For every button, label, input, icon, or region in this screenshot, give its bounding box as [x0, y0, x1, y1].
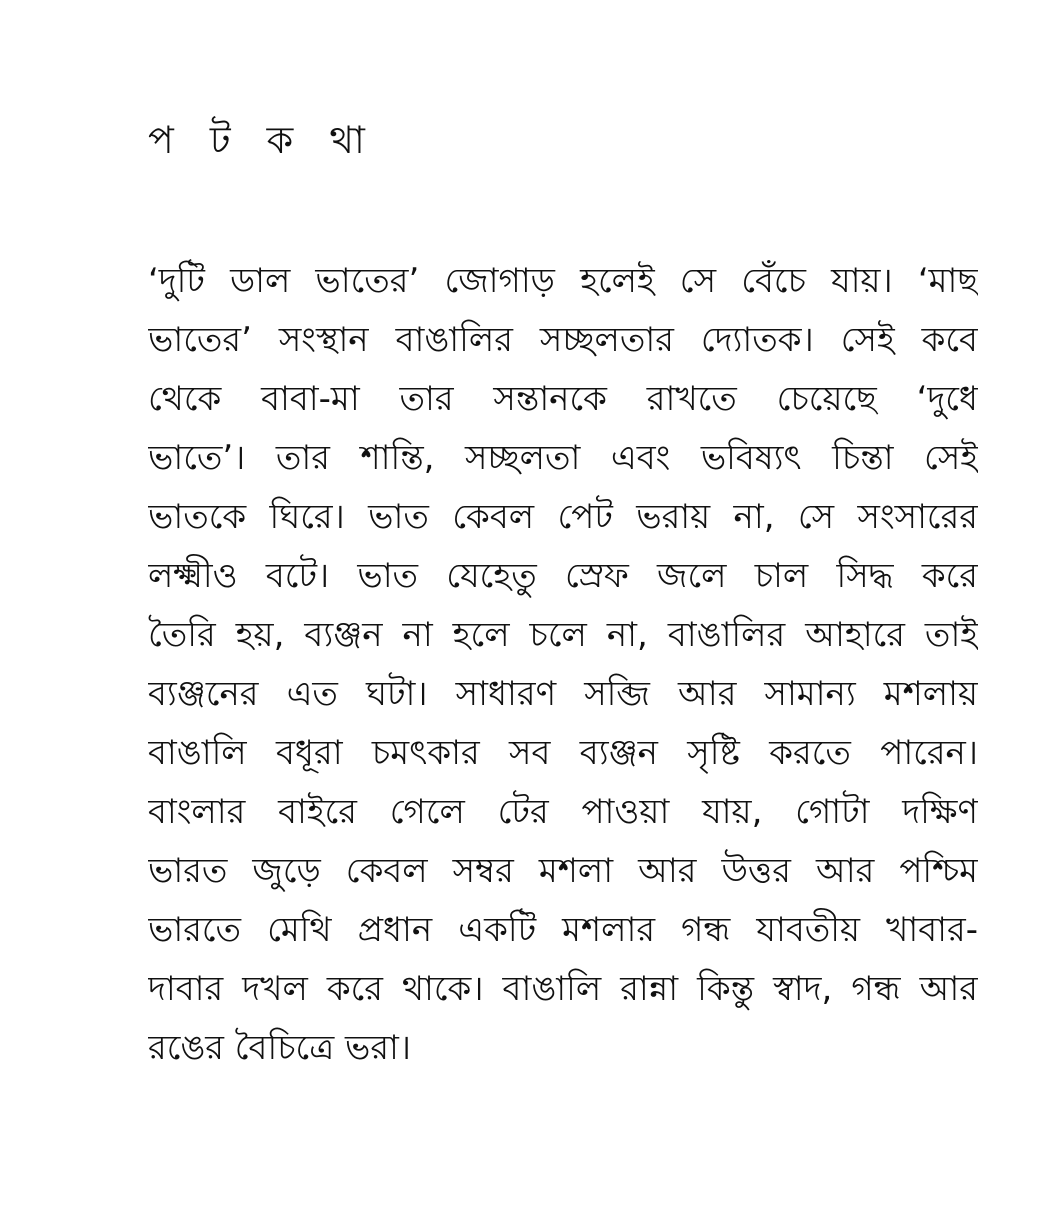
paragraph-line: ভাতকে ঘিরে। ভাত কেবল পেট ভরায় না, সে সংসারের: [148, 497, 978, 537]
paragraph-line: তৈরি হয়, ব্যঞ্জন না হলে চলে না, বাঙালির আহারে তাই: [148, 615, 978, 655]
paragraph-line: রঙের বৈচিত্রে ভরা।: [148, 1028, 412, 1068]
page-heading: প ট ক থা: [148, 118, 377, 162]
paragraph-line: ভারতে মেথি প্রধান একটি মশলার গন্ধ যাবতীয় খাবার-: [148, 910, 978, 950]
paragraph-line: ভারত জুড়ে কেবল সম্বর মশলা আর উত্তর আর পশ্চিম: [148, 851, 978, 891]
paragraph-line: ভাতের’ সংস্থান বাঙালির সচ্ছলতার দ্যোতক। সেই কবে: [148, 320, 978, 360]
paragraph-line: ‘দুটি ডাল ভাতের’ জোগাড় হলেই সে বেঁচে যায়। ‘মাছ: [148, 261, 978, 301]
paragraph: [148, 252, 978, 1078]
paragraph-line: বাংলার বাইরে গেলে টের পাওয়া যায়, গোটা দক্ষিণ: [148, 792, 978, 832]
paragraph-line: ব্যঞ্জনের এত ঘটা। সাধারণ সব্জি আর সামান্য মশলায়: [148, 674, 978, 714]
paragraph-line: লক্ষ্মীও বটে। ভাত যেহেতু স্রেফ জলে চাল সিদ্ধ করে: [148, 556, 978, 596]
paragraph-line: বাঙালি বধূরা চমৎকার সব ব্যঞ্জন সৃষ্টি করতে পারেন।: [148, 733, 978, 773]
paragraph-line: থেকে বাবা-মা তার সন্তানকে রাখতে চেয়েছে ‘দুধে: [148, 379, 978, 419]
paragraph-line: দাবার দখল করে থাকে। বাঙালি রান্না কিন্তু স্বাদ, গন্ধ আর: [148, 969, 978, 1009]
paragraph-line: ভাতে’। তার শান্তি, সচ্ছলতা এবং ভবিষ্যৎ চিন্তা সেই: [148, 438, 978, 478]
